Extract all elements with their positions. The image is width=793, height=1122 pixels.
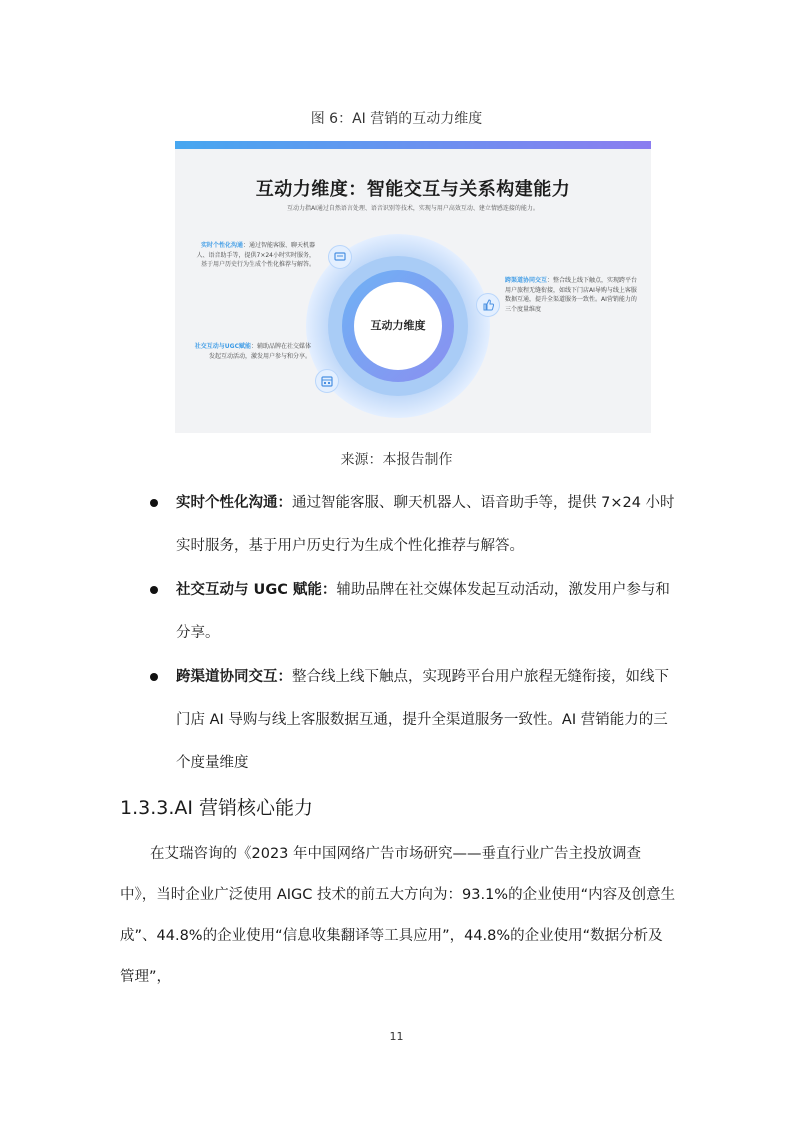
note-crosschannel-title: 跨渠道协同交互 [505,277,548,284]
bullet-body: 整合线上线下触点，实现跨平台用户旅程无缝衔接，如线下门店 AI 导购与线上客服数据互通，提升全渠道服务一致性。AI 营销能力的三个度量维度 [176,669,669,771]
bullet-dot [150,499,158,507]
bullet-body: 通过智能客服、聊天机器人、语音助手等，提供 7×24 小时实时服务，基于用户历史行为生成个性化推荐与解答。 [176,495,675,554]
center-label: 互动力维度 [370,319,426,332]
note-realtime [195,241,315,270]
bullet-title: 实时个性化沟通： [176,495,292,511]
note-realtime-body: ：通过智能客服、聊天机器人、语音助手等，提供7×24小时实时服务，基于用户历史行为生成个性化推荐与解答。 [196,242,315,268]
figure-caption: 图 6：AI 营销的互动力维度 [310,111,483,127]
thumbs-up-icon [476,293,500,317]
chat-screen-icon [328,245,352,269]
figure-source: 来源：本报告制作 [340,452,453,468]
note-crosschannel-body: ：整合线上线下触点，实现跨平台用户旅程无缝衔接，如线下门店AI导购与线上客服数据互通，提升全渠道服务一致性。AI营销能力的三个度量维度 [505,277,638,313]
body-paragraph: 在艾瑞咨询的《2023 年中国网络广告市场研究——垂直行业广告主投放调查中》，当时企业广泛使用 AIGC 技术的前五大方向为：93.1%的企业使用“内容及创意生成”、44.8%的企业使用“信息收集翻译等工具应用”，44.8%的企业使用“数据分析及管理”， [120,846,676,985]
section-heading: 1.3.3.AI 营销核心能力 [120,797,314,819]
list-item [150,482,676,568]
note-social-title: 社交互动与UGC赋能 [194,343,251,350]
bullet-title: 跨渠道协同交互： [176,669,292,685]
note-crosschannel [505,276,640,314]
figure-title: 互动力维度：智能交互与关系构建能力 [255,179,571,200]
bullet-dot [150,586,158,594]
note-social-body: ：辅助品牌在社交媒体发起互动活动，激发用户参与和分享。 [208,343,311,360]
list-item [150,569,676,655]
list-item [150,656,676,785]
bullet-dot [150,673,158,681]
bullet-body: 辅助品牌在社交媒体发起互动活动，激发用户参与和分享。 [176,582,670,641]
figure-subtitle: 互动力指AI通过自然语言处理、语音识别等技术，实现与用户高效互动、建立情感连接的能力。 [287,205,539,212]
calendar-icon [315,369,339,393]
page-number: 11 [389,1030,404,1043]
bullet-title: 社交互动与 UGC 赋能： [176,582,337,598]
note-realtime-title: 实时个性化沟通 [200,242,243,249]
note-social [193,342,311,361]
figure-image [175,141,651,433]
